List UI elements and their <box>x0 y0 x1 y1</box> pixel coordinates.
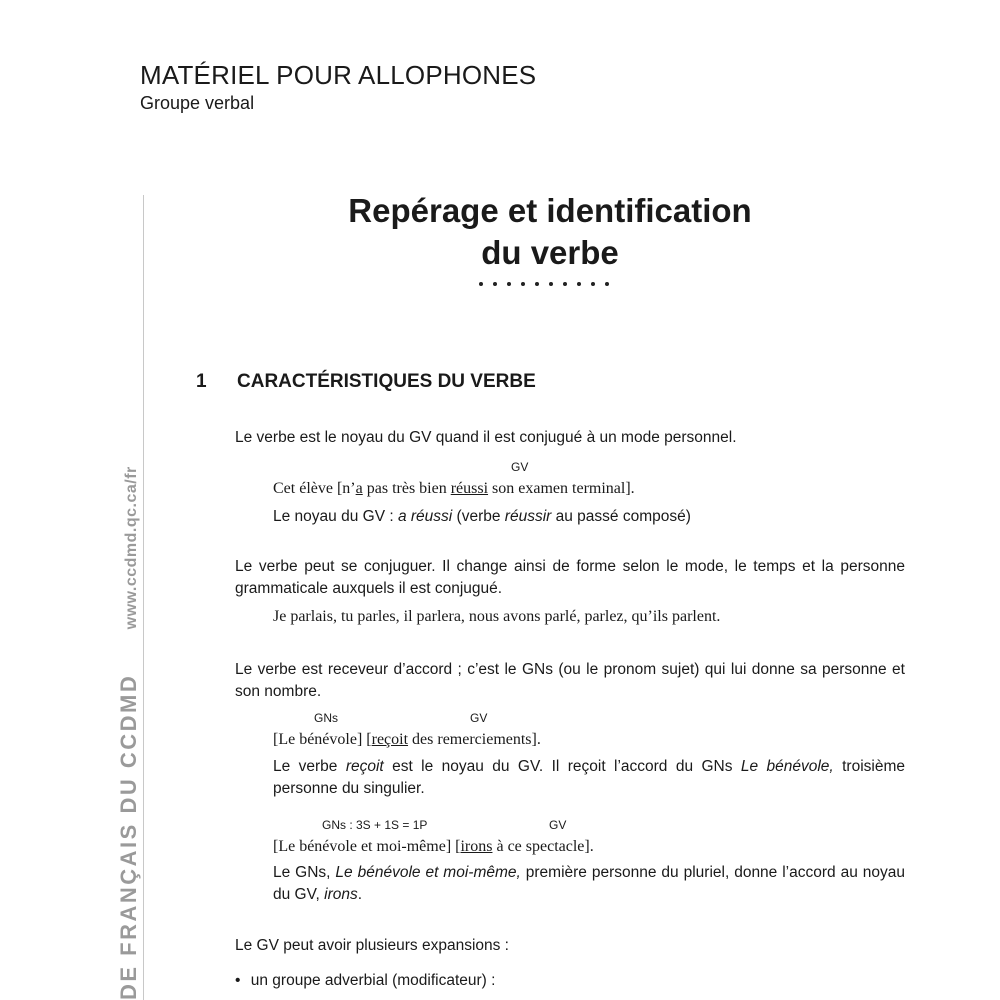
paragraph-4: Le GV peut avoir plusieurs expansions : <box>235 937 509 954</box>
example-4-note: Le GNs, Le bénévole et moi-même, première personne du pluriel, donne l’accord au noyau du GV, irons. <box>273 864 905 903</box>
page-title-line2: du verbe <box>481 234 619 271</box>
paragraph-1: Le verbe est le noyau du GV quand il est conjugué à un mode personnel. <box>235 429 737 446</box>
bullet-dot-icon: • <box>235 972 241 989</box>
example-2: Je parlais, tu parles, il parlera, nous avons parlé, parlez, qu’ils parlent. <box>273 608 721 625</box>
title-dots-divider <box>479 282 619 288</box>
paragraph-3: Le verbe est receveur d’accord ; c’est le GNs (ou le pronom sujet) qui lui donne sa personne et son nombre. <box>235 661 905 700</box>
paragraph-2: Le verbe peut se conjuguer. Il change ainsi de forme selon le mode, le temps et la personne grammaticale auxquels il est conjugué. <box>235 558 905 597</box>
sidebar-brand: DE FRANÇAIS DU CCDMD <box>116 673 141 1000</box>
bullet-item-1: • un groupe adverbial (modificateur) : <box>235 972 496 989</box>
section-title: CARACTÉRISTIQUES DU VERBE <box>237 371 536 392</box>
ex4-label-gv: GV <box>549 818 567 832</box>
sidebar-rule <box>143 195 144 1000</box>
sidebar-url: www.ccdmd.qc.ca/fr <box>123 466 140 630</box>
header-title: MATÉRIEL POUR ALLOPHONES <box>140 60 537 90</box>
example-3: [Le bénévole] [reçoit des remerciements]. <box>273 731 541 748</box>
example-3-note: Le verbe reçoit est le noyau du GV. Il reçoit l’accord du GNs Le bénévole, troisième personne du singulier. <box>273 758 905 797</box>
sidebar-vertical-text <box>116 466 142 1000</box>
page-title <box>300 190 800 274</box>
example-1: Cet élève [n’a pas très bien réussi son examen terminal]. <box>273 480 635 497</box>
header-subtitle: Groupe verbal <box>140 93 255 113</box>
page-title-line1: Repérage et identification <box>348 192 752 229</box>
example-4: [Le bénévole et moi-même] [irons à ce spectacle]. <box>273 838 594 855</box>
example-1-note: Le noyau du GV : a réussi (verbe réussir au passé composé) <box>273 508 691 525</box>
section-number: 1 <box>196 371 207 392</box>
ex3-label-gv: GV <box>470 711 488 725</box>
ex1-label-gv: GV <box>511 460 529 474</box>
ex4-label-gns: GNs : 3S + 1S = 1P <box>322 818 428 832</box>
ex3-label-gns: GNs <box>314 711 338 725</box>
